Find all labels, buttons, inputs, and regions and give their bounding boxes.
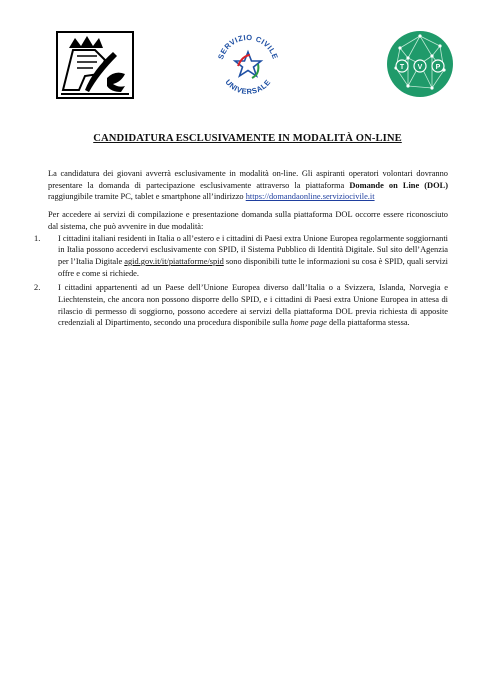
item-2-text-1: I cittadini appartenenti ad un Paese dell’Unione Europea diverso dall’Italia o a Svizzera, Islanda, Norvegia e Liechtenstein, che ancora non possono disporre dello SPID, e i cittadini di Paesi extra Unione Europea in attesa di rilascio di permesso di soggiorno, possono accedere ai servizi della piattaforma DOL previa richiesta di apposite credenziali al Dipartimento, secondo una procedura disponibile sulla — [58, 283, 448, 328]
tvp-network-logo — [386, 30, 454, 98]
intro-text-1: La candidatura dei giovani avverrà esclusivamente in modalità on-line. Gli aspiranti operatori volontari dovranno presentare la domanda di partecipazione esclusivamente attraverso la piattaforma — [48, 169, 448, 190]
item-2-text-2: della piattaforma stessa. — [326, 318, 410, 328]
home-page-em: home page — [290, 318, 327, 328]
access-paragraph: Per accedere ai servizi di compilazione e presentazione domanda sulla piattaforma DOL occorre essere riconosciuto dal sistema, che può avvenire in due modalità: — [48, 210, 448, 231]
page-title — [0, 133, 495, 144]
domandaonline-link[interactable]: https://domandaonline.serviziocivile.it — [245, 192, 375, 202]
tvp-letter-t: T — [399, 64, 405, 71]
list-number: 1. — [34, 233, 41, 243]
servizio-civile-universale-logo — [212, 30, 284, 102]
hand-quill-emblem-icon — [55, 30, 135, 100]
spid-link[interactable]: agid.gov.it/it/piattaforme/spid — [124, 256, 224, 266]
star-ring-icon — [212, 30, 284, 102]
svg-text:UNIVERSALE: UNIVERSALE — [223, 77, 273, 97]
list-number: 2. — [34, 283, 41, 293]
intro-bold-dol: Domande on Line (DOL) — [349, 180, 448, 190]
list-item — [34, 282, 448, 329]
svg-text:SERVIZIO CIVILE: SERVIZIO CIVILE — [216, 32, 280, 61]
item-1-text-1: I cittadini italiani residenti in Italia o all’estero e i cittadini di Paesi extra Unione Europea regolarmente soggiornanti in Italia possono accedervi esclusivamente con SPID, il Sistema Pubblico di Identità Digitale. Sul sito dell’Agenzia per l’Italia Digitale — [58, 233, 449, 266]
tvp-letter-v: V — [417, 64, 423, 71]
hand-quill-emblem-logo — [55, 30, 135, 100]
list-item — [34, 233, 449, 280]
item-1-text-2: sono disponibili tutte le informazioni su cosa è SPID, quali servizi offre e come si richiede. — [58, 256, 448, 278]
tvp-letter-p: P — [435, 64, 441, 71]
access-methods-list — [34, 233, 449, 330]
document-body — [34, 168, 449, 332]
intro-paragraph — [48, 168, 448, 203]
page-title-text: CANDIDATURA ESCLUSIVAMENTE IN MODALITÀ ON-LINE — [93, 133, 402, 144]
intro-text-2: raggiungibile tramite PC, tablet e smartphone all’indirizzo — [48, 192, 246, 202]
network-sphere-icon — [386, 30, 454, 98]
